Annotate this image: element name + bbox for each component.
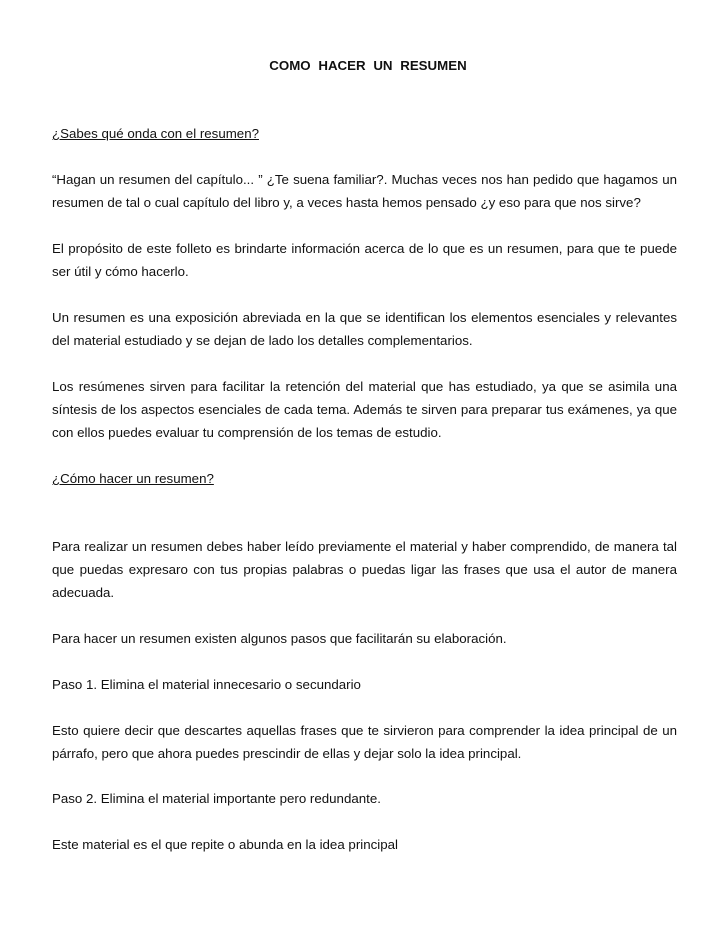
paragraph-definicion-resumen: Un resumen es una exposición abreviada en la que se identifican los elementos esenciales y relevantes del material estudiado y se dejan de lado los detalles complementarios. <box>52 310 677 348</box>
heading-como-hacer-resumen: ¿Cómo hacer un resumen? <box>52 471 214 486</box>
step-2-heading: Paso 2. Elimina el material importante pero redundante. <box>52 791 381 806</box>
paragraph-pasos-intro: Para hacer un resumen existen algunos pasos que facilitarán su elaboración. <box>52 631 507 646</box>
step-1-heading: Paso 1. Elimina el material innecesario o secundario <box>52 677 361 692</box>
document-title: COMO HACER UN RESUMEN <box>269 58 467 73</box>
paragraph-para-que-sirven: Los resúmenes sirven para facilitar la retención del material que has estudiado, ya que se asimila una síntesis de los aspectos esenciales de cada tema. Además te sirven para preparar tus exámenes, ya que con ellos puedes evaluar tu comprensión de los temas de estudio. <box>52 379 677 440</box>
paragraph-hagan-un-resumen: “Hagan un resumen del capítulo... ” ¿Te suena familiar?. Muchas veces nos han pedido que hagamos un resumen de tal o cual capítulo del libro y, a veces hasta hemos pensado ¿y eso para que nos sirve? <box>52 172 677 210</box>
paragraph-descartes-frases: Esto quiere decir que descartes aquellas frases que te sirvieron para comprender la idea principal de un párrafo, pero que ahora puedes prescindir de ellas y dejar solo la idea principal. <box>52 723 677 761</box>
paragraph-para-realizar: Para realizar un resumen debes haber leído previamente el material y haber comprendido, de manera tal que puedas expresaro con tus propias palabras o puedas ligar las frases que usa el autor de manera adecuada. <box>52 539 677 600</box>
paragraph-material-repite: Este material es el que repite o abunda en la idea principal <box>52 837 398 852</box>
paragraph-proposito-folleto: El propósito de este folleto es brindarte información acerca de lo que es un resumen, para que te puede ser útil y cómo hacerlo. <box>52 241 677 279</box>
heading-sabes-que-onda: ¿Sabes qué onda con el resumen? <box>52 126 259 141</box>
